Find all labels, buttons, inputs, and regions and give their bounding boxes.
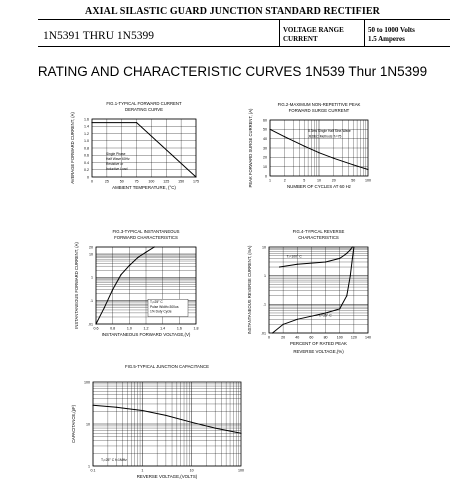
x-tick-label: 100 xyxy=(365,178,371,183)
x-tick-label: 1 xyxy=(269,178,271,183)
annotation-text-3: Pulse Width=300us xyxy=(150,304,179,309)
x-tick-label: 80 xyxy=(323,335,328,340)
y-tick-label: 100 xyxy=(84,380,90,385)
data-point xyxy=(339,258,340,259)
y-tick-label: 1 xyxy=(264,273,266,278)
data-point xyxy=(333,158,334,159)
voltage-range-label: VOLTAGE RANGE xyxy=(283,26,344,34)
data-point xyxy=(353,164,354,165)
data-point xyxy=(104,307,105,308)
chart-title-4: FIG.4-TYPICAL REVERSE xyxy=(292,229,345,234)
data-point xyxy=(350,249,351,250)
x-axis-label: INSTANTANEOUS FORWARD VOLTAGE,(V) xyxy=(101,332,191,337)
series-line-2 xyxy=(273,247,354,333)
series-label-1: Tⱼ=100° C xyxy=(286,254,302,259)
x-tick-label: 20 xyxy=(331,178,336,183)
y-axis-label: PEAK FORWARD SURGE CURRENT, (A) xyxy=(248,108,253,188)
y-tick-label: 20 xyxy=(263,155,267,160)
data-point xyxy=(92,405,93,406)
data-point xyxy=(367,169,368,170)
x-tick-label: 20 xyxy=(281,335,286,340)
y-tick-label: 1.4 xyxy=(84,124,89,129)
data-point xyxy=(339,308,340,309)
y-tick-label: 0 xyxy=(87,175,89,180)
data-point xyxy=(195,176,196,177)
series-line xyxy=(93,405,241,433)
y-tick-label: 60 xyxy=(263,118,267,123)
x-tick-label: 1 xyxy=(141,468,144,473)
y-tick-label: 10 xyxy=(89,252,93,257)
data-point xyxy=(304,146,305,147)
y-tick-label: 1.6 xyxy=(84,117,89,122)
x-tick-label: 100 xyxy=(148,179,155,184)
plot-frame xyxy=(269,247,368,333)
data-point xyxy=(297,319,298,320)
x-tick-label: 0.8 xyxy=(110,326,116,331)
x-tick-label: 75 xyxy=(134,179,139,184)
data-point xyxy=(129,265,130,266)
x-tick-label: 1.4 xyxy=(160,326,166,331)
data-point xyxy=(145,252,146,253)
y-tick-label: 1.0 xyxy=(84,139,89,144)
x-axis-label: NUMBER OF CYCLES AT 60 Hz xyxy=(286,184,352,189)
y-tick-label: 0.8 xyxy=(84,146,89,151)
x-tick-label: 0 xyxy=(268,335,270,340)
y-axis-label: INSTANTANEOUS REVERSE CURRENT, (mA) xyxy=(247,245,252,335)
y-tick-label: 10 xyxy=(86,422,90,427)
y-tick-label: 50 xyxy=(263,127,267,132)
header-title: AXIAL SILASTIC GUARD JUNCTION STANDARD RECTIFIER xyxy=(85,6,380,17)
x-tick-label: 2 xyxy=(283,178,286,183)
x-axis-label: AMBIENT TEMPERATURE, (°C) xyxy=(112,185,176,190)
x-tick-label: 100 xyxy=(336,335,343,340)
x-tick-label: 50 xyxy=(119,179,124,184)
data-point xyxy=(297,264,298,265)
data-point xyxy=(91,122,92,123)
data-point xyxy=(136,122,137,123)
chart-title-3: FIG.3-TYPICAL INSTANTANEOUS xyxy=(112,229,180,234)
x-tick-label: 1.8 xyxy=(193,326,199,331)
series-label-2: Tⱼ=25° C xyxy=(318,313,332,318)
data-point xyxy=(215,427,216,428)
annotation-text-1: Single Phase xyxy=(106,152,126,156)
x-tick-label: 0.1 xyxy=(90,468,96,473)
data-point xyxy=(279,266,280,267)
x-tick-label: 60 xyxy=(309,335,314,340)
y-tick-label: .1 xyxy=(90,298,93,303)
data-point xyxy=(352,258,353,259)
x-tick-label: 100 xyxy=(238,468,244,473)
y-tick-label: .01 xyxy=(88,322,93,327)
chart-title-1: FIG.1-TYPICAL FORWARD CURRENT xyxy=(106,101,182,106)
data-point xyxy=(165,415,166,416)
x-tick-label: 40 xyxy=(295,335,300,340)
data-point xyxy=(325,261,326,262)
data-point xyxy=(269,129,270,130)
data-point xyxy=(352,246,353,247)
chart-title-3: FORWARD CHARACTERISTICS xyxy=(114,235,178,240)
y-tick-label: 10 xyxy=(263,164,267,169)
x-tick-label: 150 xyxy=(178,179,185,184)
annotation-text-1: Inductive Load xyxy=(106,167,128,171)
y-axis-label: CAPACITANCE,(pF) xyxy=(71,405,76,443)
x-tick-label: 1.0 xyxy=(126,326,132,331)
data-point xyxy=(142,410,143,411)
data-point xyxy=(350,275,351,276)
y-axis-label: INSTANTANEOUS FORWARD CURRENT, (A) xyxy=(74,242,79,329)
x-tick-label: 0.6 xyxy=(93,326,99,331)
y-tick-label: 10 xyxy=(262,245,266,250)
x-tick-label: 5 xyxy=(303,178,306,183)
page-title: RATING AND CHARACTERISTIC CURVES 1N539 Thur 1N5399 xyxy=(37,64,428,79)
data-point xyxy=(191,422,192,423)
chart-title-1: DERATING CURVE xyxy=(124,107,164,112)
x-tick-label: 50 xyxy=(351,178,356,183)
y-tick-label: 0.6 xyxy=(84,153,89,158)
chart-title-2: FIG.2-MAXIMUM NON-REPETITIVE PEAK xyxy=(277,102,361,107)
x-axis-label: PERCENT OF RATED PEAK xyxy=(290,341,347,346)
chart-title-4: CHARACTERISTICS xyxy=(298,235,339,240)
x-tick-label: 1.6 xyxy=(176,326,182,331)
x-tick-label: 10 xyxy=(317,178,321,183)
current-value: 1.5 Amperes xyxy=(368,34,405,43)
annotation-text-1: Resistive or xyxy=(106,162,124,166)
y-tick-label: 1 xyxy=(91,275,93,280)
x-tick-label: 10 xyxy=(189,468,194,473)
y-tick-label: .1 xyxy=(263,302,266,307)
x-tick-label: 0 xyxy=(91,179,93,184)
annotation-text-2: JEDEC Methods Tₗ=75 xyxy=(308,134,342,139)
y-tick-label: 0.2 xyxy=(84,168,89,173)
x-tick-label: 120 xyxy=(350,335,357,340)
data-point xyxy=(116,407,117,408)
y-tick-label: 1 xyxy=(88,464,90,469)
data-point xyxy=(154,246,155,247)
data-point xyxy=(137,257,138,258)
y-tick-label: 0.4 xyxy=(84,160,89,165)
data-point xyxy=(283,324,284,325)
y-tick-label: 20 xyxy=(89,245,93,250)
annotation-text-3: Tⱼ=25° C xyxy=(150,300,163,304)
chart-title-2: FORWARD SURGE CURRENT xyxy=(288,108,350,113)
x-tick-label: 125 xyxy=(163,179,170,184)
chart-grid-4 xyxy=(269,247,368,333)
annotation-text-2: 8.3ms Single Half Sine-Wave xyxy=(308,129,351,133)
data-point xyxy=(240,433,241,434)
data-point xyxy=(284,136,285,137)
y-tick-label: 1.2 xyxy=(84,131,89,136)
chart-title-5: FIG.5-TYPICAL JUNCTION CAPACITANCE xyxy=(125,364,209,369)
y-tick-label: 30 xyxy=(263,146,267,151)
data-point xyxy=(95,323,96,324)
series-line xyxy=(96,247,154,324)
x-axis-label: REVERSE VOLTAGE,(%) xyxy=(293,349,344,354)
voltage-range-value: 50 to 1000 Volts xyxy=(368,26,415,34)
y-tick-label: .01 xyxy=(261,331,266,336)
y-tick-label: 40 xyxy=(263,136,267,141)
data-point xyxy=(346,295,347,296)
data-point xyxy=(272,332,273,333)
current-label: CURRENT xyxy=(283,34,318,43)
data-point xyxy=(346,253,347,254)
y-axis-label: AVERAGE FORWARD CURRENT, (A) xyxy=(70,112,75,184)
x-tick-label: 1.2 xyxy=(143,326,149,331)
data-point xyxy=(353,246,354,247)
x-tick-label: 25 xyxy=(104,179,109,184)
x-tick-label: 140 xyxy=(365,335,371,340)
part-range: 1N5391 THRU 1N5399 xyxy=(43,30,154,42)
data-point xyxy=(318,152,319,153)
y-tick-label: 0 xyxy=(265,174,267,179)
x-axis-label: REVERSE VOLTAGE,(VOLTS) xyxy=(136,474,198,479)
annotation-text-5: Tⱼ=25° C f=1MHz xyxy=(101,458,127,462)
annotation-text-1: Half Wave 60Hz xyxy=(106,157,130,161)
data-point xyxy=(112,289,113,290)
data-point xyxy=(120,274,121,275)
x-tick-label: 175 xyxy=(193,179,199,184)
chart-grid-5 xyxy=(93,382,241,466)
annotation-text-3: 1% Duty Cycle xyxy=(150,309,172,314)
